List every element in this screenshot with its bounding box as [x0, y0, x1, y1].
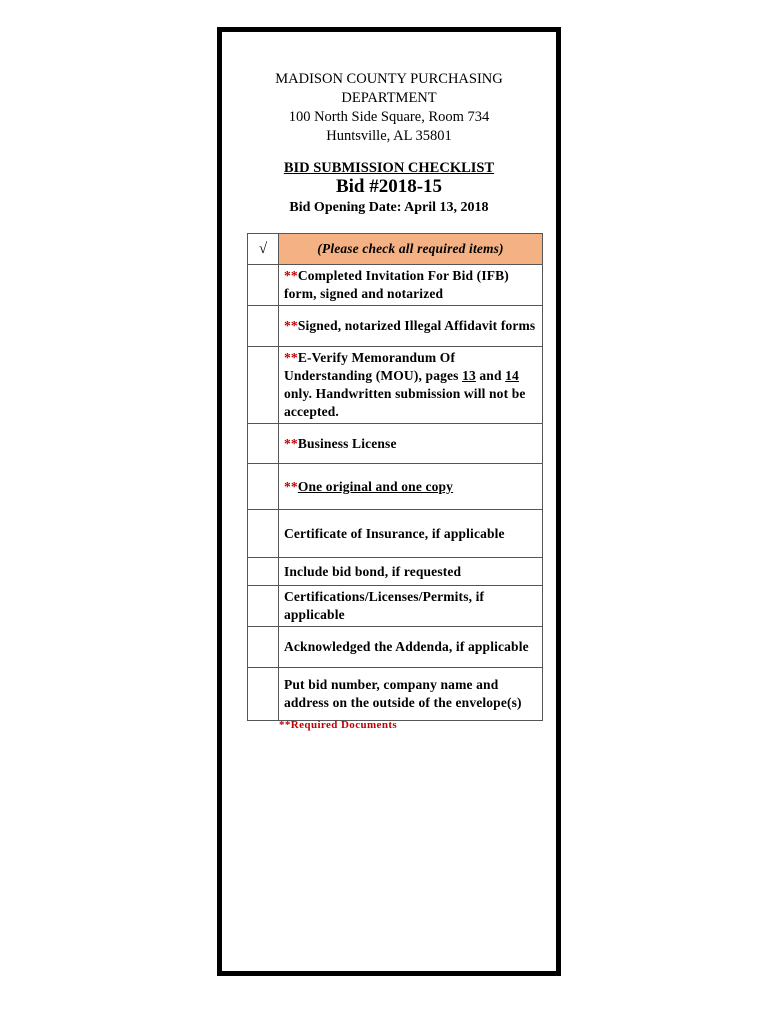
checkmark-column-header: √ — [248, 234, 279, 265]
checklist-item — [279, 464, 543, 510]
required-documents-note: **Required Documents — [279, 719, 398, 731]
checkbox-cell[interactable] — [248, 265, 279, 306]
required-marker: ** — [284, 318, 298, 333]
checklist-item — [279, 306, 543, 347]
checklist-row — [248, 306, 543, 347]
header-line-1: MADISON COUNTY PURCHASING — [275, 71, 503, 87]
checklist-row — [248, 265, 543, 306]
page-number: 14 — [505, 368, 519, 383]
checklist-row — [248, 464, 543, 510]
checklist-item — [279, 265, 543, 306]
checklist-item — [279, 586, 543, 627]
checklist-item — [279, 424, 543, 464]
checkbox-cell[interactable] — [248, 464, 279, 510]
checklist-title: BID SUBMISSION CHECKLIST — [283, 160, 495, 176]
checkbox-cell[interactable] — [248, 586, 279, 627]
checkbox-cell[interactable] — [248, 347, 279, 424]
header-line-2: DEPARTMENT — [341, 90, 437, 106]
department-header — [222, 70, 556, 146]
item-text: Put bid number, company name and address on the outside of the envelope(s) — [284, 677, 522, 710]
required-marker: ** — [284, 350, 298, 365]
item-text: Certifications/Licenses/Permits, if applicable — [284, 589, 485, 622]
checkbox-cell[interactable] — [248, 306, 279, 347]
item-text: E-Verify Memorandum Of Understanding (MOU), pages — [284, 350, 463, 383]
item-text: Business License — [297, 435, 397, 451]
checkbox-cell[interactable] — [248, 558, 279, 586]
item-text: Completed Invitation For Bid (IFB) form, signed and notarized — [284, 268, 509, 301]
checklist-item — [279, 627, 543, 668]
bid-number: Bid #2018-15 — [335, 176, 443, 197]
item-text: One original and one copy — [297, 478, 454, 494]
checklist-row — [248, 510, 543, 558]
item-text: and — [475, 368, 506, 383]
item-text: Signed, notarized Illegal Affidavit forms — [297, 318, 536, 333]
checkbox-cell[interactable] — [248, 668, 279, 721]
checkbox-cell[interactable] — [248, 627, 279, 668]
checklist-instruction: (Please check all required items) — [279, 234, 543, 265]
checklist-header-row — [248, 234, 543, 265]
item-text: Include bid bond, if requested — [284, 563, 462, 579]
required-marker: ** — [284, 435, 298, 451]
checklist-row — [248, 424, 543, 464]
checkbox-cell[interactable] — [248, 510, 279, 558]
checklist-row — [248, 627, 543, 668]
item-text: Certificate of Insurance, if applicable — [284, 525, 505, 541]
checklist-row — [248, 558, 543, 586]
page-number: 13 — [462, 368, 476, 383]
checklist-item — [279, 510, 543, 558]
checklist-table — [247, 233, 543, 721]
bid-opening-date: Bid Opening Date: April 13, 2018 — [289, 200, 489, 215]
item-text: only. Handwritten submission will not be accepted. — [284, 386, 526, 419]
checklist-item — [279, 668, 543, 721]
checklist-row — [248, 668, 543, 721]
item-text: Acknowledged the Addenda, if applicable — [284, 639, 529, 654]
checkbox-cell[interactable] — [248, 424, 279, 464]
document-page — [217, 27, 561, 976]
checklist-row — [248, 347, 543, 424]
header-address: 100 North Side Square, Room 734 — [288, 109, 490, 125]
header-city: Huntsville, AL 35801 — [326, 128, 452, 144]
checklist-item — [279, 558, 543, 586]
checklist-row — [248, 586, 543, 627]
required-marker: ** — [284, 268, 298, 283]
required-marker: ** — [284, 478, 298, 494]
checklist-item — [279, 347, 543, 424]
